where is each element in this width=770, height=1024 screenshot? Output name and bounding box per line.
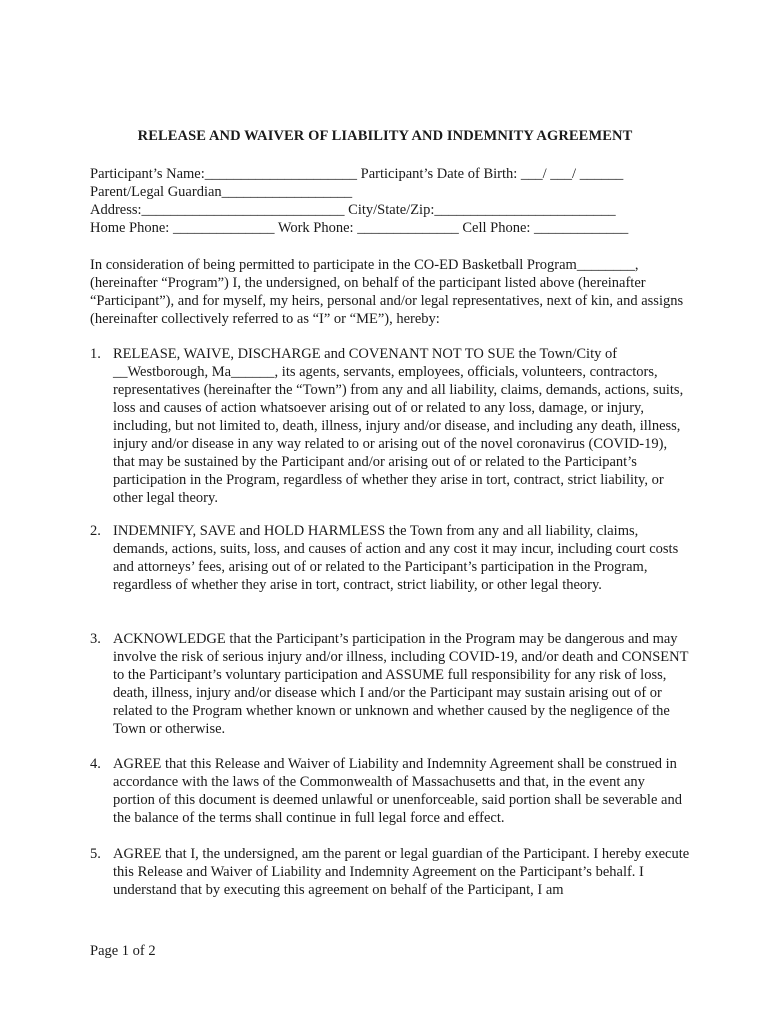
guardian-row: Parent/Legal Guardian__________________ — [90, 184, 353, 200]
intro-paragraph: In consideration of being permitted to participate in the CO-ED Basketball Program________, (hereinafter “Program”) I, the undersigned, on behalf of the participant listed above (hereinafter “Participant”), and for myself, my heirs, personal and/or legal representatives, next of kin, and assigns (hereinafter collectively referred to as “I” or “ME”), hereby: — [90, 257, 684, 327]
participant-name-dob-row: Participant’s Name:_____________________ Participant’s Date of Birth: ___/ ___/ ______ — [90, 166, 624, 182]
clause-number: 2. — [90, 523, 101, 539]
clause-text: ACKNOWLEDGE that the Participant’s participation in the Program may be dangerous and may involve the risk of serious injury and/or illness, including COVID-19, and/or death and CONSENT to the Participant’s voluntary participation and ASSUME full responsibility for any risk of loss, death, illness, injury and/or disease which I and/or the Participant may sustain arising out of or related to the Program whether known or unknown and whether caused by the negligence of the Town or otherwise. — [113, 631, 689, 737]
clause-number: 1. — [90, 346, 101, 362]
participant-info-fields — [90, 165, 628, 237]
phone-row: Home Phone: ______________ Work Phone: ______________ Cell Phone: _____________ — [90, 220, 629, 236]
clause-text: AGREE that I, the undersigned, am the parent or legal guardian of the Participant. I hereby execute this Release and Waiver of Liability and Indemnity Agreement on the Participant’s behalf. I understand that by executing this agreement on behalf of the Participant, I am — [113, 846, 690, 898]
clause-2 — [90, 522, 690, 594]
address-row: Address:____________________________ City/State/Zip:_________________________ — [90, 202, 616, 218]
clause-number: 3. — [90, 631, 101, 647]
clause-5 — [90, 845, 690, 899]
document-title: RELEASE AND WAIVER OF LIABILITY AND INDEMNITY AGREEMENT — [137, 128, 633, 144]
clause-1 — [90, 345, 690, 507]
clause-4 — [90, 755, 690, 827]
clause-text: INDEMNIFY, SAVE and HOLD HARMLESS the Town from any and all liability, claims, demands, actions, suits, loss, and causes of action and any cost it may incur, including court costs and attorneys’ fees, arising out of or related to the Participant’s participation in the Program, regardless of whether they arise in tort, contract, strict liability, or other legal theory. — [113, 523, 679, 593]
clause-number: 5. — [90, 846, 101, 862]
clause-3 — [90, 630, 690, 738]
clause-text: RELEASE, WAIVE, DISCHARGE and COVENANT NOT TO SUE the Town/City of __Westborough, Ma______, its agents, servants, employees, officials, volunteers, contractors, representatives (hereinafter the “Town”) from any and all liability, claims, demands, actions, suits, loss and causes of action whatsoever arising out of or related to any loss, damage, or injury, including, but not limited to, death, illness, injury and/or disease, and including any death, illness, injury and/or disease in any way related to or arising out of the novel coronavirus (COVID-19), that may be sustained by the Participant and/or arising out of or related to the Participant’s participation in the Program, regardless of whether they arise in tort, contract, strict liability, or other legal theory. — [113, 346, 684, 506]
page-number: Page 1 of 2 — [90, 943, 156, 959]
clause-text: AGREE that this Release and Waiver of Liability and Indemnity Agreement shall be construed in accordance with the laws of the Commonwealth of Massachusetts and that, in the event any portion of this document is deemed unlawful or unenforceable, said portion shall be severable and the balance of the terms shall continue in full legal force and effect. — [113, 756, 682, 826]
clause-number: 4. — [90, 756, 101, 772]
